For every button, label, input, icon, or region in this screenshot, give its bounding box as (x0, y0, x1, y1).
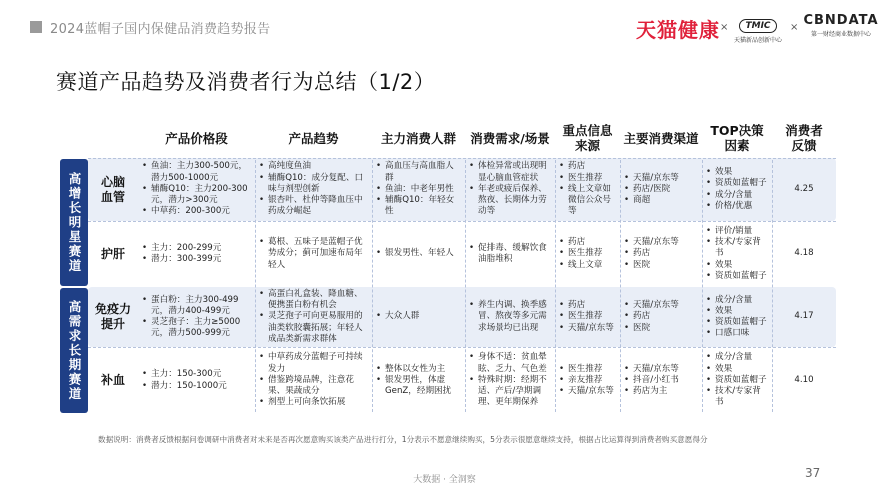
header-marker-square (30, 21, 42, 33)
bullet-item: • 辅酶Q10：成分复配、口味与剂型创新 (258, 173, 369, 195)
bullet-item: • 药店 (558, 161, 617, 172)
logo-separator: × (790, 22, 799, 33)
group-label (60, 159, 88, 286)
bullet-item: • 剂型上可向条饮拓展 (258, 397, 369, 408)
bullet-list (468, 161, 552, 217)
bullet-item: • 效果 (705, 167, 769, 178)
consumer-score: 4.17 (794, 311, 814, 322)
bullet-item: • 技术/专家背书 (705, 386, 769, 408)
bullet-item: • 资质如蓝帽子 (705, 375, 769, 386)
bullet-list (558, 161, 617, 217)
bullet-item: • 潜力：300-399元 (141, 254, 252, 265)
bullet-item: • 养生内调、换季感冒、熬夜等多元需求场景均已出现 (468, 300, 552, 334)
bullet-item: • 效果 (705, 364, 769, 375)
sales-channel-cell (623, 287, 699, 347)
bullet-item: • 评价/销量 (705, 226, 769, 237)
bullet-item: • 成分/含量 (705, 190, 769, 201)
bullet-item: • 医院 (623, 260, 699, 271)
bullet-item: • 年老或疲后保养、熬夜、长期体力劳动等 (468, 184, 552, 218)
col-header-trend: 产品趋势 (288, 130, 339, 146)
bullet-item: • 体检异常或出现明显心脑血管症状 (468, 161, 552, 183)
col-header-info-source: 重点信息 来源 (562, 123, 613, 153)
cbndata-logo-mark: CBNDATA (803, 13, 879, 28)
info-source-cell (558, 347, 617, 414)
bullet-item: • 中草药：200-300元 (141, 206, 252, 217)
page-number: 37 (805, 466, 821, 480)
column-divider (772, 160, 773, 412)
bullet-list (258, 161, 369, 217)
column-divider (620, 160, 621, 412)
footer-slogan: 大数据 · 全洞察 (413, 475, 476, 485)
report-header (0, 0, 889, 52)
bullet-item: • 亲友推荐 (558, 375, 617, 386)
consumer-score: 4.18 (794, 248, 814, 259)
decision-factor-cell (705, 347, 769, 414)
column-divider (255, 160, 256, 412)
bullet-item: • 主力：150-300元 (141, 369, 252, 380)
bullet-list (705, 295, 769, 340)
product-name: 护肝 (100, 246, 125, 261)
col-header-consumer: 主力消费人群 (380, 130, 456, 146)
col-header-feedback: 消费者 反馈 (785, 123, 823, 153)
price-range-cell (141, 221, 252, 287)
bullet-item: • 口感口味 (705, 328, 769, 339)
bullet-item: • 银发男性、年轻人 (375, 248, 462, 259)
bullet-item: • 借鉴跨境品牌，注意花果、果蔬成分 (258, 375, 369, 397)
product-trend-cell (258, 347, 369, 414)
price-range-cell (141, 287, 252, 347)
bullet-item: • 价格/优惠 (705, 201, 769, 212)
bullet-item: • 主力：200-299元 (141, 243, 252, 254)
col-header-price: 产品价格段 (165, 130, 228, 146)
bullet-list (558, 300, 617, 334)
bullet-list (558, 237, 617, 271)
page-title: 赛道产品趋势及消费者行为总结（1/2） (56, 70, 436, 94)
bullet-item: • 大众人群 (375, 311, 462, 322)
product-trend-cell (258, 287, 369, 347)
bullet-list (468, 352, 552, 408)
product-trend-cell (258, 221, 369, 287)
row-divider (88, 158, 836, 159)
bullet-item: • 技术/专家背书 (705, 237, 769, 259)
report-title: 2024蓝帽子国内保健品消费趋势报告 (50, 22, 271, 37)
group-label-text: 高需求长期赛道 (67, 299, 82, 402)
demand-scenario-cell (468, 221, 552, 287)
bullet-item: • 葛根、五味子是蓝帽子优势成分；蓟可加速布局年轻人 (258, 237, 369, 271)
bullet-item: • 效果 (705, 260, 769, 271)
cbndata-logo-subtitle: 第一财经商业数据中心 (810, 31, 871, 38)
demand-scenario-cell (468, 287, 552, 347)
info-source-cell (558, 287, 617, 347)
bullet-item: • 药店/医院 (623, 184, 699, 195)
bullet-item: • 药店 (623, 311, 699, 322)
data-footnote: 数据说明：消费者反馈根据问卷调研中消费者对未来是否再次愿意购买该类产品进行打分，1分表示不愿意继续购买，5分表示很愿意继续支持，根据占比运算得到消费者购买意愿得分 (98, 435, 708, 444)
consumer-score: 4.10 (794, 374, 814, 385)
bullet-item: • 灵芝孢子可向更易服用的油类软胶囊拓展；年轻人成品类新需求群体 (258, 311, 369, 345)
bullet-item: • 医院 (623, 323, 699, 334)
info-source-cell (558, 221, 617, 287)
col-header-demand: 消费需求/场景 (470, 130, 550, 146)
bullet-list (468, 243, 552, 265)
main-consumer-cell (375, 287, 462, 347)
tmic-logo-mark: TMIC (739, 19, 776, 33)
bullet-item: • 线上文章如微信公众号等 (558, 184, 617, 218)
bullet-list (258, 237, 369, 271)
decision-factor-cell (705, 287, 769, 347)
bullet-list (375, 311, 462, 322)
bullet-item: • 药店 (623, 248, 699, 259)
bullet-list (141, 295, 252, 340)
main-consumer-cell (375, 347, 462, 414)
bullet-item: • 资质如蓝帽子 (705, 271, 769, 282)
bullet-item: • 资质如蓝帽子 (705, 178, 769, 189)
bullet-list (375, 161, 462, 217)
bullet-list (623, 300, 699, 334)
bullet-item: • 高纯度鱼油 (258, 161, 369, 172)
bullet-list (258, 352, 369, 408)
col-header-factors: TOP决策 因素 (710, 123, 764, 153)
product-trend-cell (258, 158, 369, 221)
product-name: 补血 (100, 373, 125, 387)
bullet-item: • 商超 (623, 195, 699, 206)
bullet-item: • 天猫/京东等 (623, 237, 699, 248)
bullet-item: • 灵芝孢子：主力≥5000元，潜力500-999元 (141, 317, 252, 339)
bullet-list (375, 364, 462, 398)
product-name: 免疫力 提升 (94, 302, 131, 331)
bullet-item: • 成分/含量 (705, 352, 769, 363)
bullet-item: • 高蛋白礼盒装、降血糖、便携蛋白粉有机会 (258, 289, 369, 311)
consumer-score: 4.25 (794, 183, 814, 194)
bullet-item: • 医生推荐 (558, 173, 617, 184)
tmall-health-logo: 天猫健康 (636, 18, 720, 42)
bullet-list (258, 289, 369, 345)
price-range-cell (141, 347, 252, 414)
col-header-channel: 主要消费渠道 (623, 130, 699, 146)
bullet-item: • 天猫/京东等 (623, 173, 699, 184)
bullet-list (705, 167, 769, 212)
tmic-logo-subtitle: 天猫新品创新中心 (733, 37, 782, 44)
bullet-item: • 效果 (705, 306, 769, 317)
column-divider (372, 160, 373, 412)
row-divider (88, 347, 836, 348)
bullet-item: • 成分/含量 (705, 295, 769, 306)
bullet-list (375, 248, 462, 259)
main-consumer-cell (375, 221, 462, 287)
summary-table (60, 118, 836, 414)
bullet-item: • 银发男性，体虚GenZ，经期困扰 (375, 375, 462, 397)
bullet-item: • 医生推荐 (558, 311, 617, 322)
column-divider (702, 160, 703, 412)
sales-channel-cell (623, 158, 699, 221)
bullet-item: • 促排毒、缓解饮食油脂堆积 (468, 243, 552, 265)
main-consumer-cell (375, 158, 462, 221)
bullet-item: • 天猫/京东等 (623, 364, 699, 375)
bullet-item: • 银杏叶、杜仲等降血压中药成分崛起 (258, 195, 369, 217)
decision-factor-cell (705, 221, 769, 287)
bullet-item: • 蛋白粉：主力300-499元，潜力400-499元 (141, 295, 252, 317)
bullet-item: • 药店为主 (623, 386, 699, 397)
bullet-item: • 特殊时期：经期不适、产后/孕期调理、更年期保养 (468, 375, 552, 409)
bullet-item: • 医生推荐 (558, 364, 617, 375)
bullet-list (705, 226, 769, 282)
demand-scenario-cell (468, 158, 552, 221)
bullet-list (141, 161, 252, 217)
price-range-cell (141, 158, 252, 221)
bullet-item: • 中草药成分蓝帽子可持续发力 (258, 352, 369, 374)
bullet-item: • 天猫/京东等 (558, 323, 617, 334)
info-source-cell (558, 158, 617, 221)
bullet-item: • 身体不适：贫血晕眩、乏力、气色差 (468, 352, 552, 374)
bullet-item: • 潜力：150-1000元 (141, 381, 252, 392)
group-label (60, 288, 88, 413)
column-divider (465, 160, 466, 412)
column-divider (555, 160, 556, 412)
bullet-list (623, 237, 699, 271)
row-divider (88, 221, 836, 222)
demand-scenario-cell (468, 347, 552, 414)
bullet-item: • 整体以女性为主 (375, 364, 462, 375)
bullet-item: • 鱼油：中老年男性 (375, 184, 462, 195)
sales-channel-cell (623, 347, 699, 414)
bullet-list (705, 352, 769, 408)
bullet-list (468, 300, 552, 334)
bullet-item: • 高血压与高血脂人群 (375, 161, 462, 183)
bullet-list (623, 173, 699, 207)
bullet-list (623, 364, 699, 398)
product-name: 心脑 血管 (100, 174, 125, 204)
sales-channel-cell (623, 221, 699, 287)
bullet-item: • 药店 (558, 300, 617, 311)
bullet-item: • 天猫/京东等 (623, 300, 699, 311)
tmic-logo (729, 13, 787, 44)
bullet-list (141, 243, 252, 265)
logo-separator: × (720, 22, 729, 33)
bullet-item: • 鱼油：主力300-500元，潜力500-1000元 (141, 161, 252, 183)
bullet-item: • 辅酶Q10：年轻女性 (375, 195, 462, 217)
bullet-item: • 辅酶Q10：主力200-300元，潜力>300元 (141, 184, 252, 206)
cbndata-logo (800, 13, 882, 38)
bullet-item: • 线上文章 (558, 260, 617, 271)
group-label-text: 高增长明星赛道 (67, 171, 82, 274)
bullet-item: • 天猫/京东等 (558, 386, 617, 397)
bullet-item: • 资质如蓝帽子 (705, 317, 769, 328)
bullet-list (558, 364, 617, 398)
bullet-item: • 医生推荐 (558, 248, 617, 259)
bullet-item: • 药店 (558, 237, 617, 248)
bullet-item: • 抖音/小红书 (623, 375, 699, 386)
decision-factor-cell (705, 158, 769, 221)
bullet-list (141, 369, 252, 391)
